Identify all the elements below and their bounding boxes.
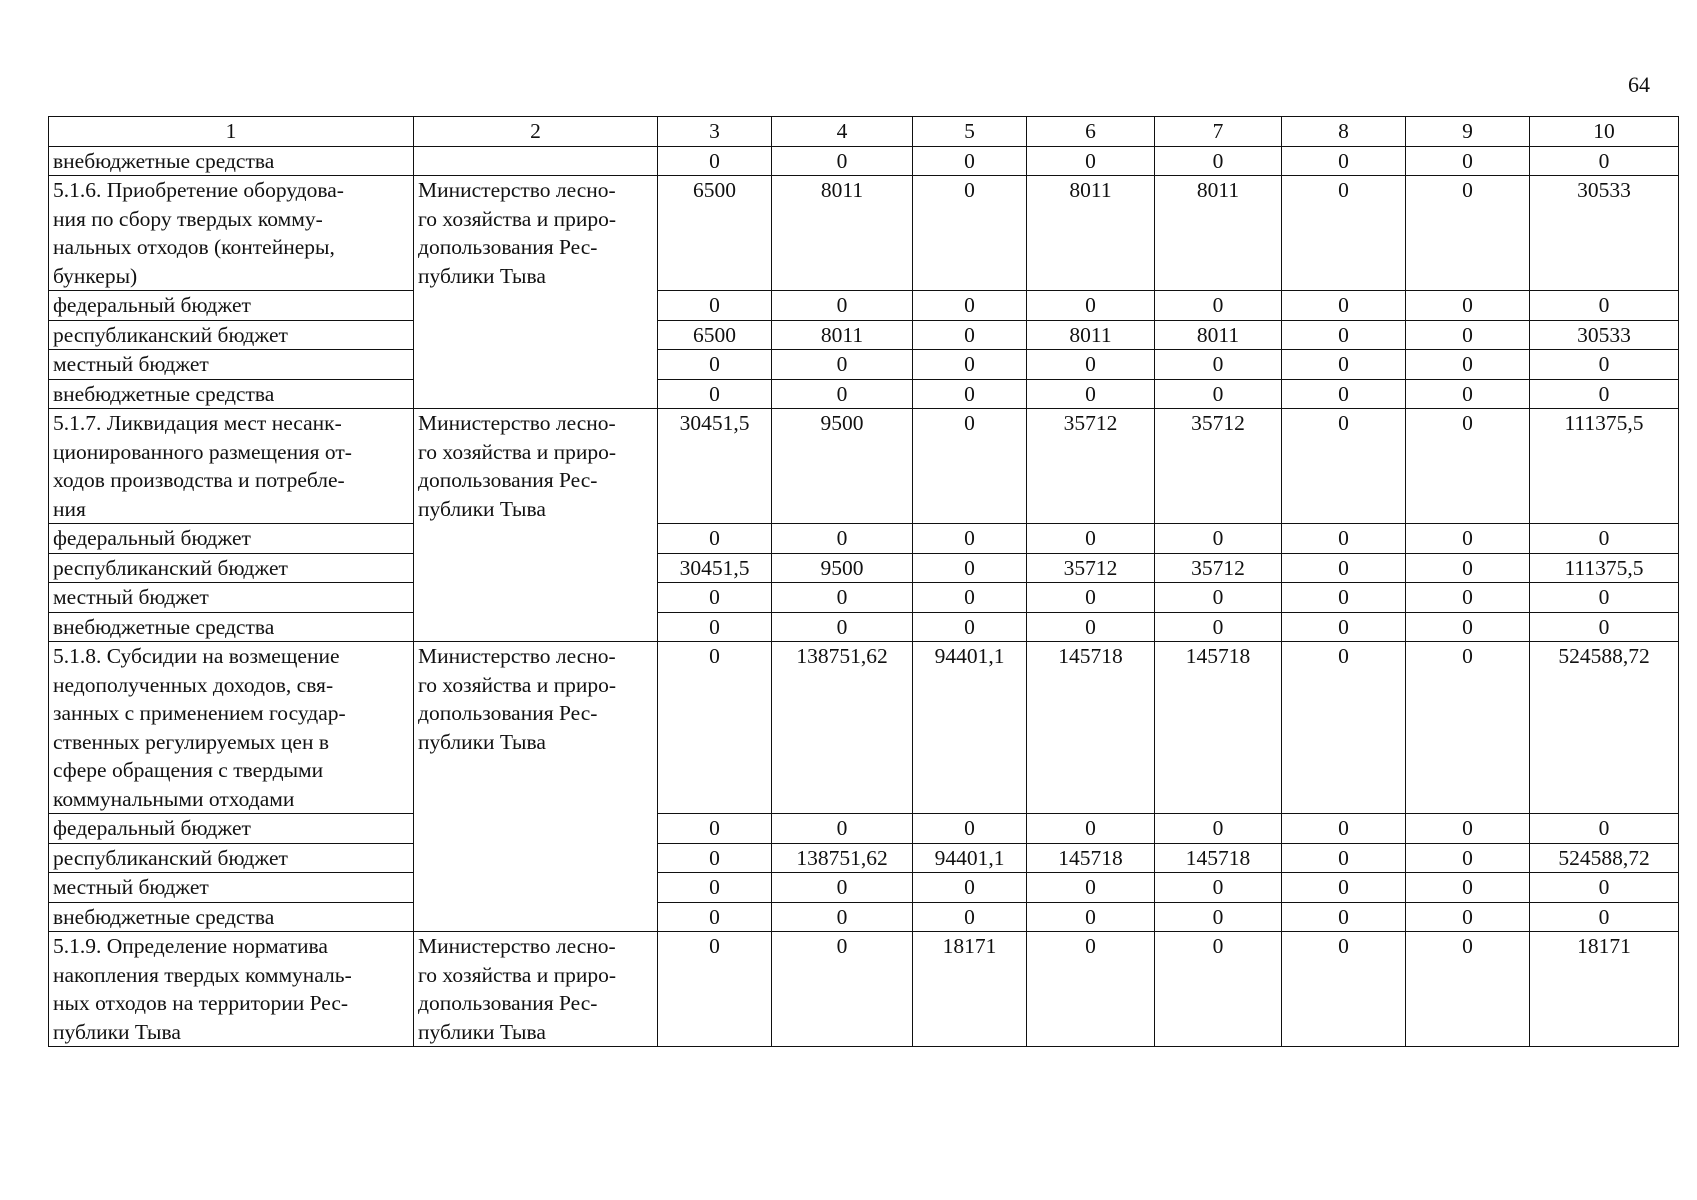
value-cell: 8011 xyxy=(1155,176,1282,291)
row-label: местный бюджет xyxy=(49,350,414,380)
value-cell: 0 xyxy=(1406,932,1530,1047)
row-label: внебюджетные средства xyxy=(49,146,414,176)
value-cell: 0 xyxy=(913,612,1027,642)
value-cell: 0 xyxy=(1155,583,1282,613)
value-cell: 0 xyxy=(1027,873,1155,903)
value-cell: 0 xyxy=(913,379,1027,409)
row-label: внебюджетные средства xyxy=(49,902,414,932)
row-label: местный бюджет xyxy=(49,583,414,613)
value-cell: 0 xyxy=(1530,146,1679,176)
value-cell: 0 xyxy=(1406,350,1530,380)
header-cell: 10 xyxy=(1530,117,1679,147)
table-row xyxy=(49,843,1679,873)
value-cell: 0 xyxy=(1530,902,1679,932)
value-cell: 0 xyxy=(1530,379,1679,409)
table-row xyxy=(49,146,1679,176)
value-cell: 0 xyxy=(913,146,1027,176)
value-cell: 0 xyxy=(1155,350,1282,380)
value-cell: 9500 xyxy=(772,409,913,524)
row-label: республиканский бюджет xyxy=(49,320,414,350)
value-cell: 6500 xyxy=(658,320,772,350)
value-cell: 30451,5 xyxy=(658,553,772,583)
table-row xyxy=(49,524,1679,554)
value-cell: 0 xyxy=(913,902,1027,932)
value-cell: 0 xyxy=(658,291,772,321)
value-cell: 145718 xyxy=(1027,843,1155,873)
value-cell: 0 xyxy=(772,146,913,176)
value-cell: 0 xyxy=(1155,379,1282,409)
value-cell: 0 xyxy=(1406,409,1530,524)
section-row xyxy=(49,409,1679,524)
value-cell: 0 xyxy=(1530,291,1679,321)
value-cell: 0 xyxy=(1027,379,1155,409)
value-cell: 0 xyxy=(658,814,772,844)
header-cell: 9 xyxy=(1406,117,1530,147)
value-cell: 30451,5 xyxy=(658,409,772,524)
value-cell: 0 xyxy=(658,873,772,903)
section-row xyxy=(49,642,1679,814)
value-cell: 0 xyxy=(1406,902,1530,932)
header-cell: 7 xyxy=(1155,117,1282,147)
value-cell: 0 xyxy=(1027,583,1155,613)
value-cell: 0 xyxy=(1282,814,1406,844)
value-cell: 8011 xyxy=(1027,176,1155,291)
value-cell: 6500 xyxy=(658,176,772,291)
header-cell: 3 xyxy=(658,117,772,147)
row-label: внебюджетные средства xyxy=(49,612,414,642)
value-cell: 0 xyxy=(658,932,772,1047)
table-row xyxy=(49,612,1679,642)
value-cell: 0 xyxy=(913,583,1027,613)
value-cell: 524588,72 xyxy=(1530,843,1679,873)
value-cell: 0 xyxy=(1282,553,1406,583)
value-cell: 0 xyxy=(658,350,772,380)
value-cell: 35712 xyxy=(1155,409,1282,524)
row-label: федеральный бюджет xyxy=(49,814,414,844)
value-cell: 0 xyxy=(1282,612,1406,642)
value-cell: 0 xyxy=(1282,524,1406,554)
value-cell: 0 xyxy=(1282,320,1406,350)
value-cell: 0 xyxy=(772,583,913,613)
value-cell: 0 xyxy=(1406,583,1530,613)
value-cell: 0 xyxy=(1282,350,1406,380)
value-cell: 0 xyxy=(1282,902,1406,932)
table-row xyxy=(49,320,1679,350)
row-label: федеральный бюджет xyxy=(49,291,414,321)
value-cell: 145718 xyxy=(1027,642,1155,814)
responsible-cell: Министерство лесно- го хозяйства и приро- допользования Рес- публики Тыва xyxy=(414,932,658,1047)
value-cell: 111375,5 xyxy=(1530,409,1679,524)
section-row xyxy=(49,176,1679,291)
value-cell: 0 xyxy=(1027,612,1155,642)
value-cell: 35712 xyxy=(1027,409,1155,524)
value-cell: 0 xyxy=(1406,814,1530,844)
header-row xyxy=(49,117,1679,147)
table-row xyxy=(49,814,1679,844)
row-label: республиканский бюджет xyxy=(49,843,414,873)
responsible-cell xyxy=(414,146,658,176)
value-cell: 0 xyxy=(913,524,1027,554)
funding-table xyxy=(48,116,1679,1047)
section-title: 5.1.9. Определение норматива накопления твердых коммуналь- ных отходов на территории Рес- публики Тыва xyxy=(49,932,414,1047)
value-cell: 0 xyxy=(913,409,1027,524)
value-cell: 0 xyxy=(1027,814,1155,844)
responsible-cell: Министерство лесно- го хозяйства и приро- допользования Рес- публики Тыва xyxy=(414,176,658,409)
header-cell: 2 xyxy=(414,117,658,147)
row-label: местный бюджет xyxy=(49,873,414,903)
value-cell: 0 xyxy=(658,524,772,554)
value-cell: 138751,62 xyxy=(772,843,913,873)
responsible-cell: Министерство лесно- го хозяйства и приро- допользования Рес- публики Тыва xyxy=(414,642,658,932)
value-cell: 8011 xyxy=(1155,320,1282,350)
value-cell: 0 xyxy=(913,291,1027,321)
value-cell: 0 xyxy=(1155,932,1282,1047)
value-cell: 0 xyxy=(913,814,1027,844)
value-cell: 0 xyxy=(1027,524,1155,554)
value-cell: 0 xyxy=(1282,642,1406,814)
value-cell: 0 xyxy=(658,642,772,814)
value-cell: 0 xyxy=(658,146,772,176)
value-cell: 0 xyxy=(1406,524,1530,554)
value-cell: 0 xyxy=(1406,612,1530,642)
value-cell: 0 xyxy=(1155,291,1282,321)
value-cell: 0 xyxy=(1155,146,1282,176)
value-cell: 0 xyxy=(658,843,772,873)
value-cell: 0 xyxy=(1027,146,1155,176)
value-cell: 0 xyxy=(772,291,913,321)
value-cell: 0 xyxy=(658,583,772,613)
row-label: внебюджетные средства xyxy=(49,379,414,409)
value-cell: 0 xyxy=(1282,379,1406,409)
value-cell: 30533 xyxy=(1530,176,1679,291)
page-number: 64 xyxy=(1628,72,1650,97)
value-cell: 0 xyxy=(658,379,772,409)
value-cell: 0 xyxy=(1282,409,1406,524)
header-cell: 6 xyxy=(1027,117,1155,147)
value-cell: 145718 xyxy=(1155,843,1282,873)
value-cell: 0 xyxy=(1282,873,1406,903)
value-cell: 524588,72 xyxy=(1530,642,1679,814)
value-cell: 0 xyxy=(1406,146,1530,176)
section-title: 5.1.6. Приобретение оборудова- ния по сбору твердых комму- нальных отходов (контейнеры, бункеры) xyxy=(49,176,414,291)
value-cell: 18171 xyxy=(1530,932,1679,1047)
value-cell: 0 xyxy=(1282,176,1406,291)
value-cell: 0 xyxy=(772,350,913,380)
section-title: 5.1.8. Субсидии на возмещение недополученных доходов, свя- занных с применением государ- ственных регулируемых цен в сфере обращения с твердыми коммунальными отходами xyxy=(49,642,414,814)
value-cell: 0 xyxy=(1282,146,1406,176)
value-cell: 0 xyxy=(658,612,772,642)
value-cell: 30533 xyxy=(1530,320,1679,350)
value-cell: 35712 xyxy=(1155,553,1282,583)
value-cell: 0 xyxy=(772,379,913,409)
table-row xyxy=(49,902,1679,932)
value-cell: 94401,1 xyxy=(913,843,1027,873)
value-cell: 0 xyxy=(1027,291,1155,321)
value-cell: 0 xyxy=(1282,291,1406,321)
table-row xyxy=(49,583,1679,613)
value-cell: 0 xyxy=(1406,642,1530,814)
value-cell: 8011 xyxy=(772,320,913,350)
table-row xyxy=(49,553,1679,583)
value-cell: 0 xyxy=(1282,583,1406,613)
value-cell: 0 xyxy=(1406,176,1530,291)
value-cell: 0 xyxy=(1530,583,1679,613)
value-cell: 94401,1 xyxy=(913,642,1027,814)
value-cell: 0 xyxy=(1155,814,1282,844)
value-cell: 8011 xyxy=(1027,320,1155,350)
value-cell: 0 xyxy=(1530,814,1679,844)
value-cell: 0 xyxy=(1530,524,1679,554)
value-cell: 0 xyxy=(1155,902,1282,932)
value-cell: 0 xyxy=(913,873,1027,903)
value-cell: 0 xyxy=(1406,379,1530,409)
value-cell: 0 xyxy=(772,902,913,932)
value-cell: 0 xyxy=(1406,291,1530,321)
table-row xyxy=(49,873,1679,903)
value-cell: 0 xyxy=(1530,873,1679,903)
value-cell: 0 xyxy=(1406,843,1530,873)
header-cell: 4 xyxy=(772,117,913,147)
value-cell: 0 xyxy=(1406,873,1530,903)
table-row xyxy=(49,379,1679,409)
section-title: 5.1.7. Ликвидация мест несанк- ционированного размещения от- ходов производства и потребле- ния xyxy=(49,409,414,524)
table-row xyxy=(49,350,1679,380)
value-cell: 0 xyxy=(1530,350,1679,380)
value-cell: 0 xyxy=(1155,524,1282,554)
value-cell: 0 xyxy=(1155,873,1282,903)
value-cell: 0 xyxy=(772,814,913,844)
row-label: республиканский бюджет xyxy=(49,553,414,583)
value-cell: 0 xyxy=(1027,350,1155,380)
value-cell: 0 xyxy=(1406,320,1530,350)
value-cell: 0 xyxy=(772,524,913,554)
value-cell: 138751,62 xyxy=(772,642,913,814)
header-cell: 5 xyxy=(913,117,1027,147)
header-cell: 8 xyxy=(1282,117,1406,147)
header-cell: 1 xyxy=(49,117,414,147)
value-cell: 0 xyxy=(1027,902,1155,932)
table-row xyxy=(49,291,1679,321)
value-cell: 0 xyxy=(1282,932,1406,1047)
value-cell: 8011 xyxy=(772,176,913,291)
value-cell: 0 xyxy=(772,873,913,903)
value-cell: 0 xyxy=(1530,612,1679,642)
value-cell: 0 xyxy=(658,902,772,932)
value-cell: 35712 xyxy=(1027,553,1155,583)
value-cell: 0 xyxy=(1027,932,1155,1047)
value-cell: 145718 xyxy=(1155,642,1282,814)
value-cell: 9500 xyxy=(772,553,913,583)
value-cell: 0 xyxy=(913,553,1027,583)
value-cell: 0 xyxy=(772,612,913,642)
value-cell: 0 xyxy=(1282,843,1406,873)
value-cell: 111375,5 xyxy=(1530,553,1679,583)
value-cell: 18171 xyxy=(913,932,1027,1047)
value-cell: 0 xyxy=(913,350,1027,380)
value-cell: 0 xyxy=(913,176,1027,291)
row-label: федеральный бюджет xyxy=(49,524,414,554)
value-cell: 0 xyxy=(772,932,913,1047)
value-cell: 0 xyxy=(913,320,1027,350)
responsible-cell: Министерство лесно- го хозяйства и приро- допользования Рес- публики Тыва xyxy=(414,409,658,642)
value-cell: 0 xyxy=(1406,553,1530,583)
value-cell: 0 xyxy=(1155,612,1282,642)
section-row xyxy=(49,932,1679,1047)
